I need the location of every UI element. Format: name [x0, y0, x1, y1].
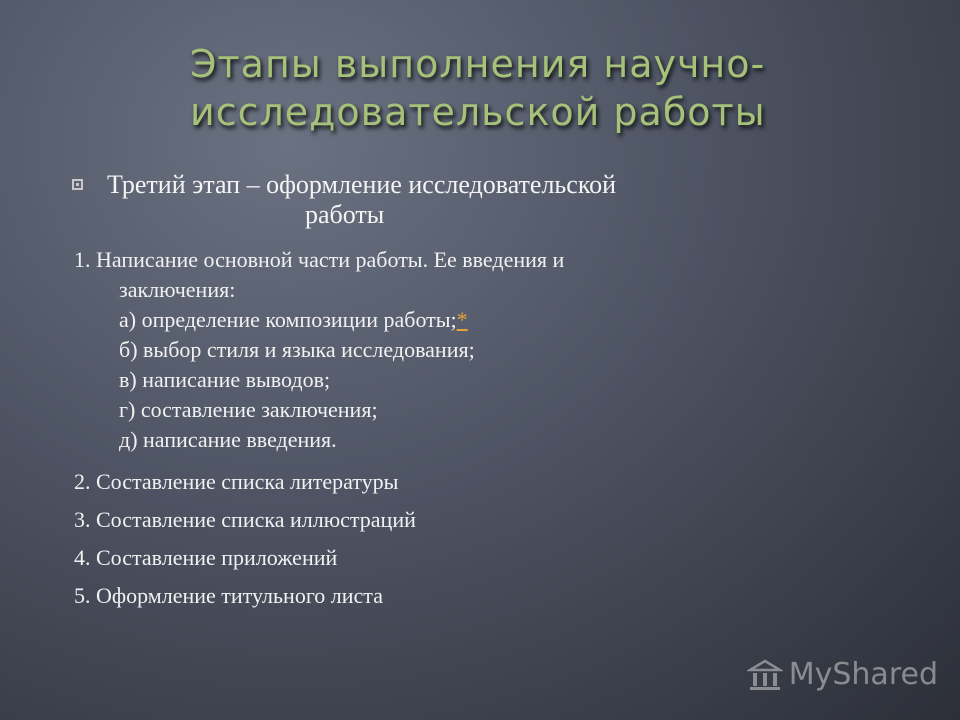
building-icon	[747, 658, 783, 692]
steps-list	[74, 245, 894, 615]
slide-title	[190, 40, 870, 136]
list-item-4: 4. Составление приложений	[74, 545, 338, 570]
remaining-items	[74, 463, 894, 615]
watermark-text: MyShared	[788, 657, 938, 692]
list-item-5: 5. Оформление титульного листа	[74, 583, 383, 608]
sub-item-a-text: а) определение композиции работы;	[119, 307, 457, 332]
list-item-1	[74, 245, 894, 455]
sub-item-a	[74, 305, 894, 335]
item-1-line-1: 1. Написание основной части работы. Ее введения и	[74, 247, 565, 272]
sub-item-c: в) написание выводов;	[119, 367, 331, 392]
sub-item-d: г) составление заключения;	[119, 397, 378, 422]
square-bullet-icon	[72, 179, 83, 190]
bullet-line-1: Третий этап – оформление исследовательской	[107, 170, 617, 199]
sub-item-e: д) написание введения.	[119, 427, 337, 452]
watermark-logo	[747, 657, 938, 692]
list-item-2: 2. Составление списка литературы	[74, 469, 399, 494]
title-line-1: Этапы выполнения научно-	[190, 42, 766, 86]
asterisk-link[interactable]: *	[456, 307, 468, 332]
list-item-3: 3. Составление списка иллюстраций	[74, 507, 416, 532]
item-1-line-2: заключения:	[119, 277, 236, 302]
main-bullet	[72, 170, 832, 230]
title-line-2: исследовательской работы	[190, 90, 766, 134]
sub-item-b: б) выбор стиля и языка исследования;	[119, 337, 475, 362]
bullet-line-2: работы	[305, 200, 385, 229]
